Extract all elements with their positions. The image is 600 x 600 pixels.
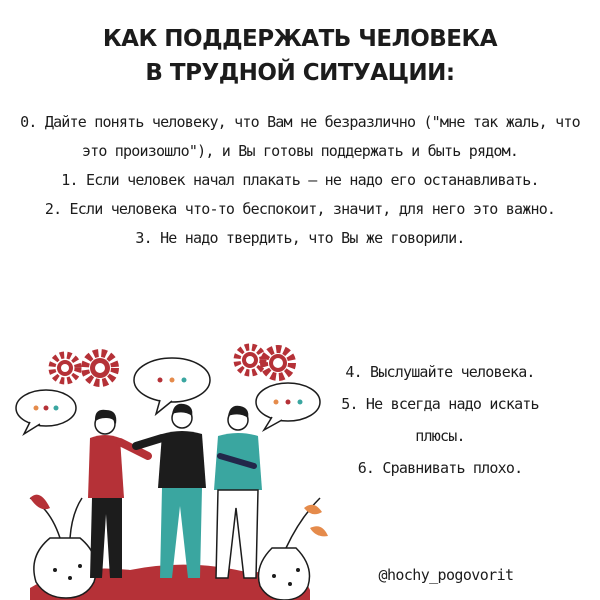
page-title xyxy=(0,22,600,90)
tip-0: 0. Дайте понять человеку, что Вам не безразлично ("мне так жаль, что это произошло"), и Вы готовы поддержать и быть рядом. xyxy=(20,113,580,160)
speech-bubble-center xyxy=(134,358,210,414)
gear-icon xyxy=(264,349,292,377)
people-talking-illustration xyxy=(10,338,340,600)
tip-5: 5. Не всегда надо искать плюсы. xyxy=(341,395,539,445)
gear-icon xyxy=(237,347,263,373)
tips-list xyxy=(10,108,590,253)
vase-left xyxy=(30,495,96,598)
title-line-1: КАК ПОДДЕРЖАТЬ ЧЕЛОВЕКА xyxy=(102,26,498,52)
tip-3: 3. Не надо твердить, что Вы же говорили. xyxy=(135,229,465,247)
gear-icon xyxy=(52,355,78,381)
tip-1: 1. Если человек начал плакать – не надо его останавливать. xyxy=(61,171,539,189)
title-line-2: В ТРУДНОЙ СИТУАЦИИ: xyxy=(145,60,455,86)
tip-2: 2. Если человека что-то беспокоит, значит, для него это важно. xyxy=(44,200,556,218)
speech-bubble-right xyxy=(256,383,320,430)
tip-6: 6. Сравнивать плохо. xyxy=(357,459,523,477)
vase-right xyxy=(259,498,329,600)
gear-icon xyxy=(85,353,115,383)
speech-bubble-left xyxy=(16,390,76,434)
tip-4: 4. Выслушайте человека. xyxy=(345,363,535,381)
person-right xyxy=(214,406,262,578)
person-left xyxy=(88,410,148,578)
account-handle: @hochy_pogovorit xyxy=(378,566,514,584)
tips-list-right xyxy=(330,356,550,484)
person-middle xyxy=(136,404,206,578)
